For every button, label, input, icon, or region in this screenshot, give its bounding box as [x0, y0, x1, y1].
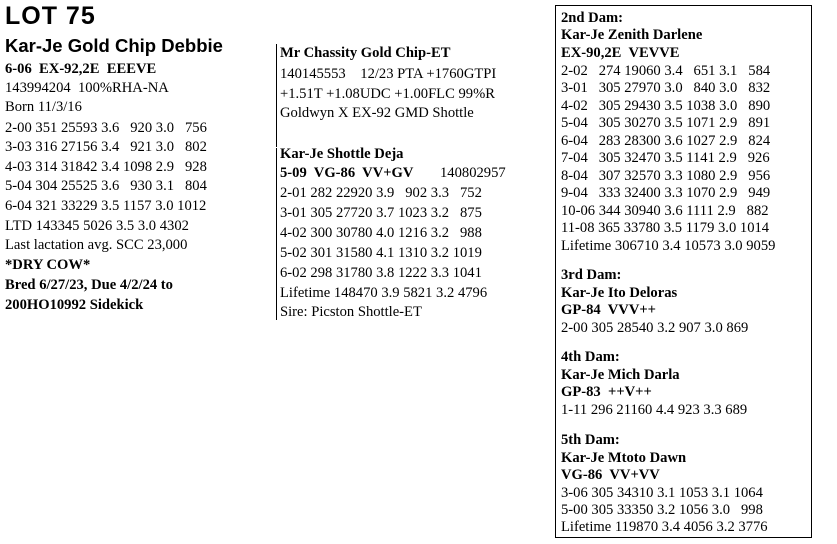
second-dam-record-row: 9-04 333 32400 3.3 1070 2.9 949	[561, 185, 771, 201]
fifth-dam-record-row: 3-06 305 34310 3.1 1053 3.1 1064	[561, 485, 763, 501]
dam-classification: 5-09 VG-86 VV+GV	[280, 165, 414, 181]
cow-record-row: 3-03 316 27156 3.4 921 3.0 802	[5, 139, 207, 155]
second-dam-record-row: 6-04 283 28300 3.6 1027 2.9 824	[561, 133, 771, 149]
sire-line1: 140145553 12/23 PTA +1760GTPI	[280, 66, 497, 82]
second-dam-record-row: 2-02 274 19060 3.4 651 3.1 584	[561, 63, 771, 79]
cow-record-row: 6-04 321 33229 3.5 1157 3.0 1012	[5, 198, 207, 214]
second-dam-heading: 2nd Dam:	[561, 10, 624, 26]
cow-record-row: 4-03 314 31842 3.4 1098 2.9 928	[5, 159, 207, 175]
dam-bracket-line	[276, 148, 277, 320]
cow-bred-line2: 200HO10992 Sidekick	[5, 297, 144, 313]
dam-registration: 140802957	[440, 165, 506, 181]
cow-born: Born 11/3/16	[5, 99, 82, 115]
dam-record-row: 3-01 305 27720 3.7 1023 3.2 875	[280, 205, 482, 221]
fifth-dam-heading: 5th Dam:	[561, 432, 620, 448]
dam-record-row: 4-02 300 30780 4.0 1216 3.2 988	[280, 225, 482, 241]
second-dam-record-row: 8-04 307 32570 3.3 1080 2.9 956	[561, 168, 771, 184]
dam-record-row: 5-02 301 31580 4.1 1310 3.2 1019	[280, 245, 482, 261]
second-dam-record-row: 11-08 365 33780 3.5 1179 3.0 1014	[561, 220, 770, 236]
second-dam-record-row: 5-04 305 30270 3.5 1071 2.9 891	[561, 115, 771, 131]
fifth-dam-record-row: 5-00 305 33350 3.2 1056 3.0 998	[561, 502, 763, 518]
second-dam-classification: EX-90,2E VEVVE	[561, 45, 680, 61]
fourth-dam-heading: 4th Dam:	[561, 349, 620, 365]
second-dam-record-row: 4-02 305 29430 3.5 1038 3.0 890	[561, 98, 771, 114]
dam-name: Kar-Je Shottle Deja	[280, 146, 404, 162]
sire-name: Mr Chassity Gold Chip-ET	[280, 45, 451, 61]
dam-record-row: 2-01 282 22920 3.9 902 3.3 752	[280, 185, 482, 201]
cow-registration: 143994204 100%RHA-NA	[5, 80, 169, 96]
third-dam-record: 2-00 305 28540 3.2 907 3.0 869	[561, 320, 749, 336]
fourth-dam-classification: GP-83 ++V++	[561, 384, 652, 400]
cow-ltd: LTD 143345 5026 3.5 3.0 4302	[5, 218, 189, 234]
sire-line3: Goldwyn X EX-92 GMD Shottle	[280, 105, 474, 121]
fourth-dam-name: Kar-Je Mich Darla	[561, 367, 680, 383]
fifth-dam-lifetime: Lifetime 119870 3.4 4056 3.2 3776	[561, 519, 768, 535]
third-dam-heading: 3rd Dam:	[561, 267, 622, 283]
cow-record-row: 2-00 351 25593 3.6 920 3.0 756	[5, 120, 207, 136]
fourth-dam-record: 1-11 296 21160 4.4 923 3.3 689	[561, 402, 748, 418]
sire-line2: +1.51T +1.08UDC +1.00FLC 99%R	[280, 86, 495, 102]
cow-classification: 6-06 EX-92,2E EEEVE	[5, 61, 157, 77]
fifth-dam-classification: VG-86 VV+VV	[561, 467, 660, 483]
cow-bred-line1: Bred 6/27/23, Due 4/2/24 to	[5, 277, 173, 293]
cow-status: *DRY COW*	[5, 257, 91, 273]
lot-title: LOT 75	[5, 2, 96, 30]
second-dam-name: Kar-Je Zenith Darlene	[561, 27, 703, 43]
second-dam-record-row: 7-04 305 32470 3.5 1141 2.9 926	[561, 150, 770, 166]
second-dam-record-row: 3-01 305 27970 3.0 840 3.0 832	[561, 80, 771, 96]
second-dam-lifetime: Lifetime 306710 3.4 10573 3.0 9059	[561, 238, 776, 254]
cow-record-row: 5-04 304 25525 3.6 930 3.1 804	[5, 178, 207, 194]
dam-record-row: 6-02 298 31780 3.8 1222 3.3 1041	[280, 265, 482, 281]
cow-name: Kar-Je Gold Chip Debbie	[5, 35, 223, 56]
cow-scc: Last lactation avg. SCC 23,000	[5, 237, 188, 253]
third-dam-name: Kar-Je Ito Deloras	[561, 285, 678, 301]
dam-lifetime: Lifetime 148470 3.9 5821 3.2 4796	[280, 285, 488, 301]
third-dam-classification: GP-84 VVV++	[561, 302, 657, 318]
fifth-dam-name: Kar-Je Mtoto Dawn	[561, 450, 687, 466]
sire-bracket-line	[276, 44, 277, 147]
dam-sire: Sire: Picston Shottle-ET	[280, 304, 422, 320]
second-dam-record-row: 10-06 344 30940 3.6 1111 2.9 882	[561, 203, 769, 219]
